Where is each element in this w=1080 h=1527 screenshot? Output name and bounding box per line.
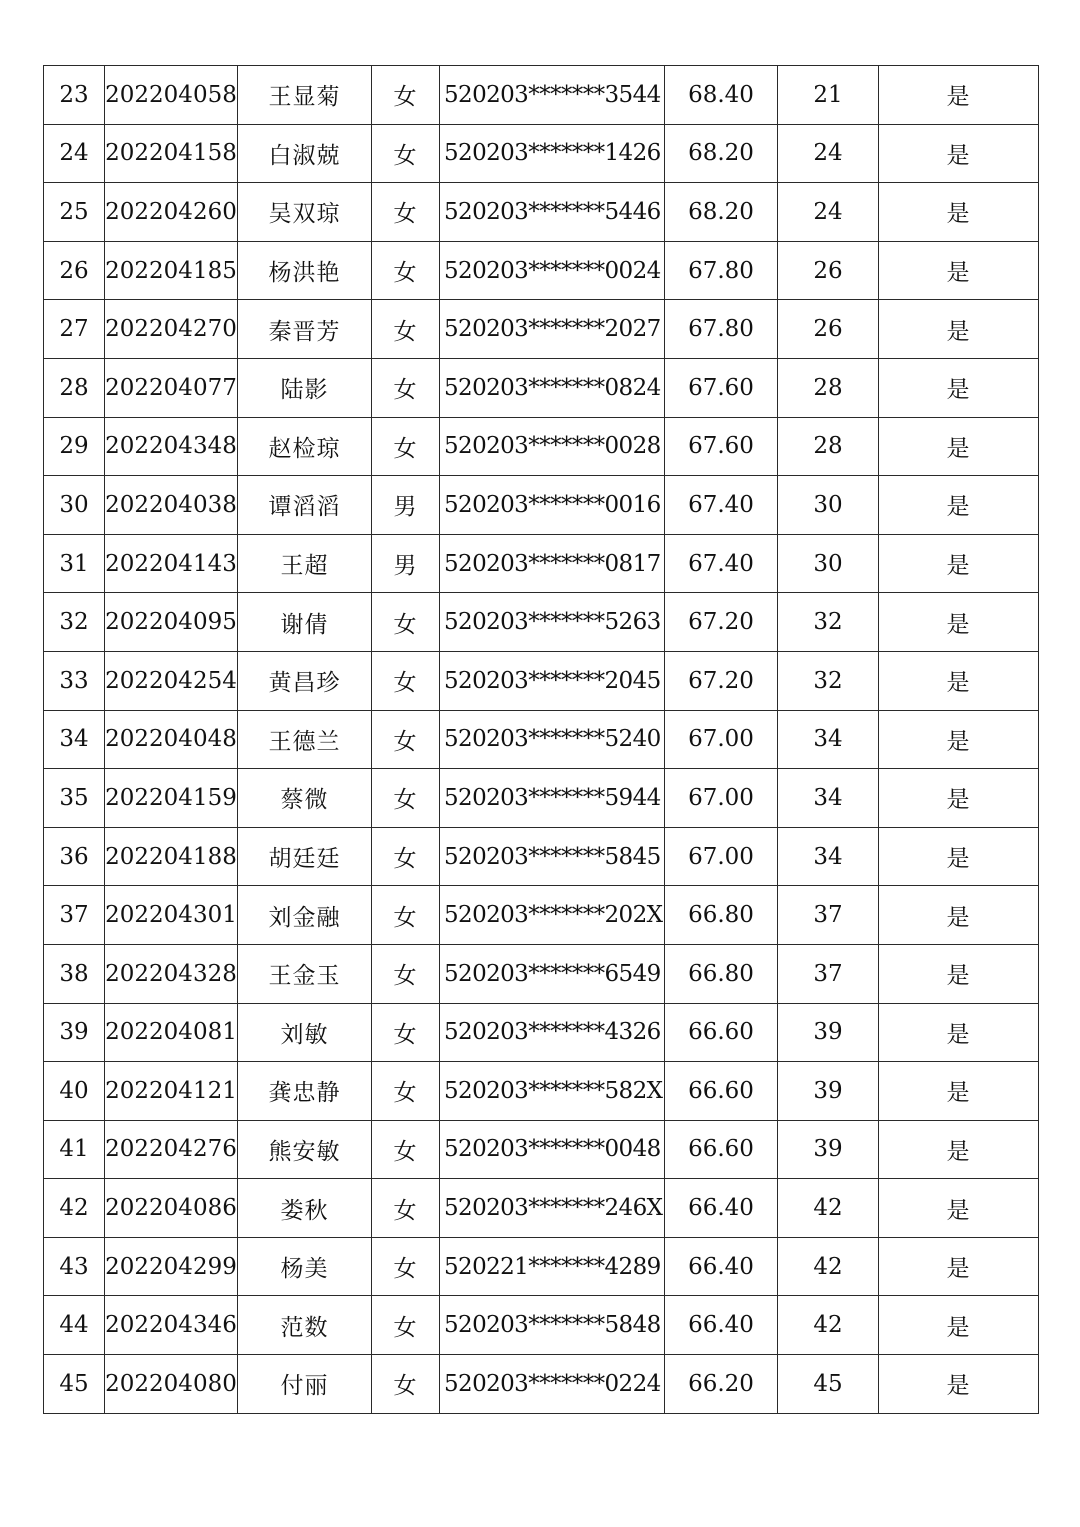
id-number-cell: 520203*******0028 — [440, 417, 665, 476]
table-row — [44, 358, 1039, 417]
gender-cell: 女 — [372, 651, 440, 710]
exam-number-cell: 202204260 — [105, 183, 238, 242]
table-row — [44, 1355, 1039, 1414]
seq-cell: 24 — [44, 124, 105, 183]
id-number-cell: 520203*******5240 — [440, 710, 665, 769]
table-row — [44, 1120, 1039, 1179]
qualified-cell: 是 — [879, 827, 1039, 886]
name-cell: 吴双琼 — [238, 183, 372, 242]
rank-cell: 24 — [778, 124, 879, 183]
seq-cell: 34 — [44, 710, 105, 769]
gender-cell: 女 — [372, 1062, 440, 1121]
gender-cell: 女 — [372, 1355, 440, 1414]
name-cell: 王金玉 — [238, 944, 372, 1003]
seq-cell: 32 — [44, 593, 105, 652]
seq-cell: 35 — [44, 769, 105, 828]
id-number-cell: 520203*******2027 — [440, 300, 665, 359]
name-cell: 黄昌珍 — [238, 651, 372, 710]
qualified-cell: 是 — [879, 651, 1039, 710]
table-row — [44, 300, 1039, 359]
score-cell: 66.80 — [665, 944, 778, 1003]
table-row — [44, 944, 1039, 1003]
seq-cell: 38 — [44, 944, 105, 1003]
gender-cell: 女 — [372, 124, 440, 183]
exam-number-cell: 202204048 — [105, 710, 238, 769]
exam-number-cell: 202204080 — [105, 1355, 238, 1414]
table-row — [44, 1062, 1039, 1121]
seq-cell: 23 — [44, 66, 105, 125]
exam-number-cell: 202204346 — [105, 1296, 238, 1355]
name-cell: 秦晋芳 — [238, 300, 372, 359]
gender-cell: 女 — [372, 593, 440, 652]
name-cell: 刘敏 — [238, 1003, 372, 1062]
rank-cell: 45 — [778, 1355, 879, 1414]
rank-cell: 28 — [778, 358, 879, 417]
rank-cell: 37 — [778, 944, 879, 1003]
id-number-cell: 520203*******2045 — [440, 651, 665, 710]
seq-cell: 31 — [44, 534, 105, 593]
exam-number-cell: 202204254 — [105, 651, 238, 710]
seq-cell: 28 — [44, 358, 105, 417]
exam-number-cell: 202204158 — [105, 124, 238, 183]
rank-cell: 21 — [778, 66, 879, 125]
table-row — [44, 827, 1039, 886]
name-cell: 白淑兢 — [238, 124, 372, 183]
gender-cell: 女 — [372, 710, 440, 769]
table-row — [44, 886, 1039, 945]
id-number-cell: 520203*******5845 — [440, 827, 665, 886]
score-cell: 67.20 — [665, 593, 778, 652]
id-number-cell: 520221*******4289 — [440, 1237, 665, 1296]
rank-cell: 32 — [778, 651, 879, 710]
seq-cell: 41 — [44, 1120, 105, 1179]
table-row — [44, 124, 1039, 183]
score-cell: 66.60 — [665, 1120, 778, 1179]
seq-cell: 25 — [44, 183, 105, 242]
qualified-cell: 是 — [879, 1296, 1039, 1355]
id-number-cell: 520203*******5446 — [440, 183, 665, 242]
table-row — [44, 651, 1039, 710]
qualified-cell: 是 — [879, 358, 1039, 417]
rank-cell: 30 — [778, 476, 879, 535]
table-row — [44, 1296, 1039, 1355]
score-cell: 67.20 — [665, 651, 778, 710]
score-cell: 68.20 — [665, 183, 778, 242]
rank-cell: 34 — [778, 827, 879, 886]
rank-cell: 42 — [778, 1296, 879, 1355]
id-number-cell: 520203*******0024 — [440, 241, 665, 300]
seq-cell: 33 — [44, 651, 105, 710]
rank-cell: 42 — [778, 1237, 879, 1296]
gender-cell: 男 — [372, 534, 440, 593]
id-number-cell: 520203*******0048 — [440, 1120, 665, 1179]
score-cell: 67.40 — [665, 476, 778, 535]
score-cell: 66.40 — [665, 1179, 778, 1238]
seq-cell: 29 — [44, 417, 105, 476]
qualified-cell: 是 — [879, 886, 1039, 945]
exam-number-cell: 202204143 — [105, 534, 238, 593]
score-cell: 67.00 — [665, 710, 778, 769]
score-cell: 66.60 — [665, 1062, 778, 1121]
score-cell: 66.80 — [665, 886, 778, 945]
gender-cell: 女 — [372, 241, 440, 300]
seq-cell: 44 — [44, 1296, 105, 1355]
rank-cell: 30 — [778, 534, 879, 593]
exam-number-cell: 202204270 — [105, 300, 238, 359]
gender-cell: 女 — [372, 1003, 440, 1062]
id-number-cell: 520203*******0016 — [440, 476, 665, 535]
seq-cell: 27 — [44, 300, 105, 359]
qualified-cell: 是 — [879, 1355, 1039, 1414]
gender-cell: 女 — [372, 1296, 440, 1355]
qualified-cell: 是 — [879, 300, 1039, 359]
table-row — [44, 769, 1039, 828]
gender-cell: 女 — [372, 300, 440, 359]
rank-cell: 34 — [778, 710, 879, 769]
gender-cell: 女 — [372, 1120, 440, 1179]
table-row — [44, 417, 1039, 476]
id-number-cell: 520203*******582X — [440, 1062, 665, 1121]
seq-cell: 43 — [44, 1237, 105, 1296]
qualified-cell: 是 — [879, 241, 1039, 300]
gender-cell: 女 — [372, 1237, 440, 1296]
id-number-cell: 520203*******5944 — [440, 769, 665, 828]
table-row — [44, 183, 1039, 242]
seq-cell: 40 — [44, 1062, 105, 1121]
qualified-cell: 是 — [879, 183, 1039, 242]
qualified-cell: 是 — [879, 1237, 1039, 1296]
rank-cell: 39 — [778, 1062, 879, 1121]
score-cell: 67.60 — [665, 417, 778, 476]
gender-cell: 女 — [372, 769, 440, 828]
qualified-cell: 是 — [879, 1179, 1039, 1238]
exam-number-cell: 202204276 — [105, 1120, 238, 1179]
name-cell: 杨洪艳 — [238, 241, 372, 300]
qualified-cell: 是 — [879, 66, 1039, 125]
qualified-cell: 是 — [879, 710, 1039, 769]
name-cell: 范数 — [238, 1296, 372, 1355]
id-number-cell: 520203*******5848 — [440, 1296, 665, 1355]
gender-cell: 男 — [372, 476, 440, 535]
name-cell: 赵检琼 — [238, 417, 372, 476]
qualified-cell: 是 — [879, 1062, 1039, 1121]
name-cell: 熊安敏 — [238, 1120, 372, 1179]
id-number-cell: 520203*******3544 — [440, 66, 665, 125]
id-number-cell: 520203*******4326 — [440, 1003, 665, 1062]
gender-cell: 女 — [372, 183, 440, 242]
gender-cell: 女 — [372, 417, 440, 476]
seq-cell: 45 — [44, 1355, 105, 1414]
table-row — [44, 1179, 1039, 1238]
score-cell: 67.00 — [665, 769, 778, 828]
gender-cell: 女 — [372, 827, 440, 886]
exam-number-cell: 202204086 — [105, 1179, 238, 1238]
qualified-cell: 是 — [879, 944, 1039, 1003]
results-body — [44, 66, 1039, 1414]
id-number-cell: 520203*******202X — [440, 886, 665, 945]
score-cell: 67.80 — [665, 241, 778, 300]
exam-number-cell: 202204188 — [105, 827, 238, 886]
id-number-cell: 520203*******246X — [440, 1179, 665, 1238]
gender-cell: 女 — [372, 358, 440, 417]
id-number-cell: 520203*******1426 — [440, 124, 665, 183]
qualified-cell: 是 — [879, 1120, 1039, 1179]
gender-cell: 女 — [372, 944, 440, 1003]
name-cell: 陆影 — [238, 358, 372, 417]
exam-number-cell: 202204185 — [105, 241, 238, 300]
gender-cell: 女 — [372, 1179, 440, 1238]
qualified-cell: 是 — [879, 534, 1039, 593]
name-cell: 付丽 — [238, 1355, 372, 1414]
id-number-cell: 520203*******0224 — [440, 1355, 665, 1414]
exam-number-cell: 202204328 — [105, 944, 238, 1003]
name-cell: 谢倩 — [238, 593, 372, 652]
name-cell: 娄秋 — [238, 1179, 372, 1238]
exam-number-cell: 202204095 — [105, 593, 238, 652]
qualified-cell: 是 — [879, 476, 1039, 535]
table-row — [44, 534, 1039, 593]
score-cell: 67.40 — [665, 534, 778, 593]
rank-cell: 39 — [778, 1003, 879, 1062]
seq-cell: 37 — [44, 886, 105, 945]
seq-cell: 30 — [44, 476, 105, 535]
name-cell: 胡廷廷 — [238, 827, 372, 886]
seq-cell: 42 — [44, 1179, 105, 1238]
qualified-cell: 是 — [879, 1003, 1039, 1062]
exam-number-cell: 202204348 — [105, 417, 238, 476]
id-number-cell: 520203*******0824 — [440, 358, 665, 417]
qualified-cell: 是 — [879, 593, 1039, 652]
name-cell: 蔡微 — [238, 769, 372, 828]
score-cell: 67.00 — [665, 827, 778, 886]
table-row — [44, 66, 1039, 125]
rank-cell: 34 — [778, 769, 879, 828]
name-cell: 王显菊 — [238, 66, 372, 125]
rank-cell: 42 — [778, 1179, 879, 1238]
qualified-cell: 是 — [879, 124, 1039, 183]
table-row — [44, 1003, 1039, 1062]
id-number-cell: 520203*******6549 — [440, 944, 665, 1003]
seq-cell: 39 — [44, 1003, 105, 1062]
score-cell: 67.60 — [665, 358, 778, 417]
rank-cell: 26 — [778, 300, 879, 359]
gender-cell: 女 — [372, 886, 440, 945]
score-cell: 66.40 — [665, 1237, 778, 1296]
table-row — [44, 241, 1039, 300]
seq-cell: 36 — [44, 827, 105, 886]
gender-cell: 女 — [372, 66, 440, 125]
score-cell: 66.60 — [665, 1003, 778, 1062]
exam-number-cell: 202204299 — [105, 1237, 238, 1296]
name-cell: 杨美 — [238, 1237, 372, 1296]
exam-number-cell: 202204038 — [105, 476, 238, 535]
score-cell: 68.40 — [665, 66, 778, 125]
table-row — [44, 476, 1039, 535]
name-cell: 王超 — [238, 534, 372, 593]
rank-cell: 26 — [778, 241, 879, 300]
table-row — [44, 710, 1039, 769]
rank-cell: 39 — [778, 1120, 879, 1179]
id-number-cell: 520203*******0817 — [440, 534, 665, 593]
name-cell: 王德兰 — [238, 710, 372, 769]
score-cell: 68.20 — [665, 124, 778, 183]
exam-number-cell: 202204058 — [105, 66, 238, 125]
table-row — [44, 593, 1039, 652]
rank-cell: 24 — [778, 183, 879, 242]
name-cell: 龚忠静 — [238, 1062, 372, 1121]
qualified-cell: 是 — [879, 417, 1039, 476]
seq-cell: 26 — [44, 241, 105, 300]
qualified-cell: 是 — [879, 769, 1039, 828]
id-number-cell: 520203*******5263 — [440, 593, 665, 652]
exam-number-cell: 202204121 — [105, 1062, 238, 1121]
exam-number-cell: 202204081 — [105, 1003, 238, 1062]
exam-number-cell: 202204159 — [105, 769, 238, 828]
name-cell: 谭滔滔 — [238, 476, 372, 535]
exam-number-cell: 202204301 — [105, 886, 238, 945]
score-cell: 66.20 — [665, 1355, 778, 1414]
rank-cell: 28 — [778, 417, 879, 476]
table-row — [44, 1237, 1039, 1296]
rank-cell: 32 — [778, 593, 879, 652]
score-cell: 67.80 — [665, 300, 778, 359]
score-cell: 66.40 — [665, 1296, 778, 1355]
results-table — [43, 65, 1039, 1414]
name-cell: 刘金融 — [238, 886, 372, 945]
rank-cell: 37 — [778, 886, 879, 945]
exam-number-cell: 202204077 — [105, 358, 238, 417]
